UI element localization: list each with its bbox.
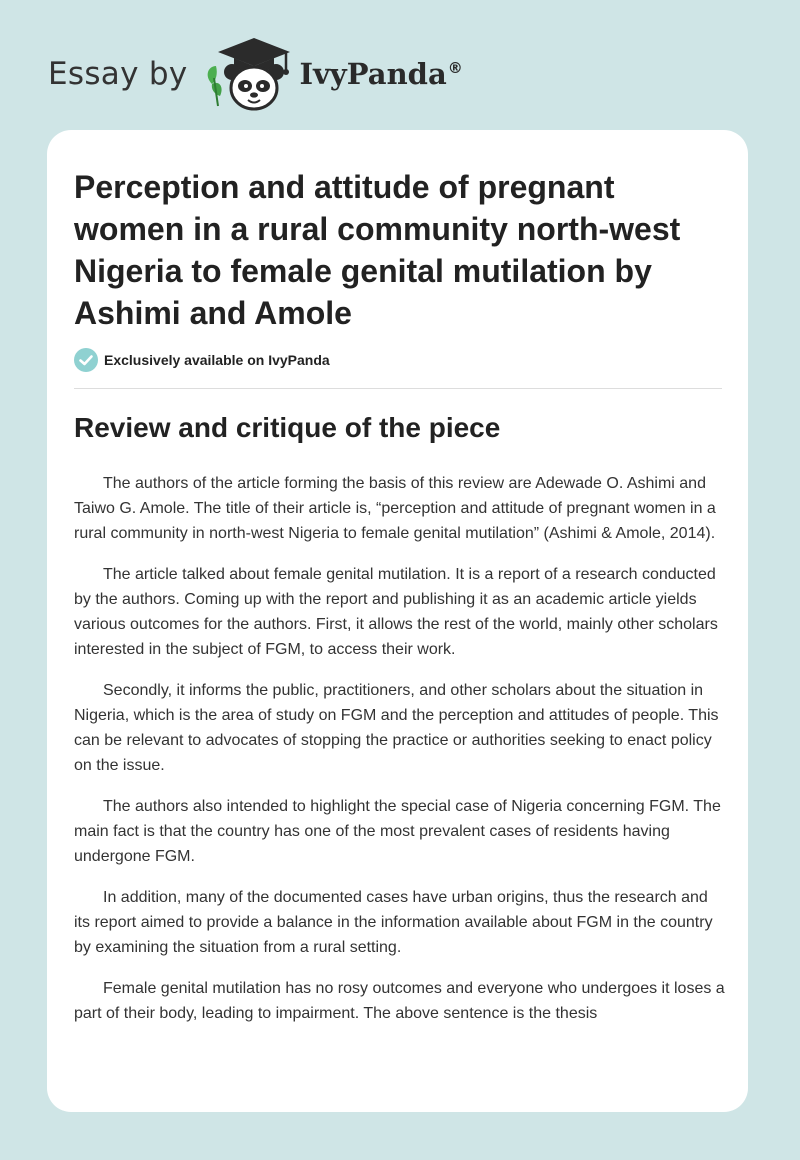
brand-name: IvyPanda® [299,57,463,91]
paragraph: Secondly, it informs the public, practitioners, and other scholars about the situation in Nigeria, which is the area of study on FGM and the perception and attitudes of people. This can be relevant to advocates of stopping the practice or authorities seeking to enact policy on the issue. [74,682,719,774]
leaf-icon [207,66,221,106]
exclusive-badge-label: Exclusively available on IvyPanda [104,352,330,368]
paragraph: Female genital mutilation has no rosy outcomes and everyone who undergoes it loses a part of their body, leading to impairment. The above sentence is the thesis [74,980,725,1022]
site-brand[interactable] [48,36,463,112]
article-body [74,471,726,1042]
paragraph: The authors of the article forming the basis of this review are Adewade O. Ashimi and Taiwo G. Amole. The title of their article is, “perception and attitude of pregnant women in a rural community in north-west Nigeria to female genital mutilation” (Ashimi & Amole, 2014). [74,475,716,542]
panda-graduate-icon [202,36,294,112]
divider [74,388,722,389]
article-card [47,130,748,1112]
article-title: Perception and attitude of pregnant women in a rural community north-west Nigeria to female genital mutilation by Ashimi and Amole [74,169,681,331]
check-circle-icon [74,348,98,372]
paragraph: In addition, many of the documented cases have urban origins, thus the research and its report aimed to provide a balance in the information available about FGM in the country by examining the situation from a rural setting. [74,889,713,956]
brand-prefix: Essay by [48,56,188,92]
paragraph: The article talked about female genital mutilation. It is a report of a research conducted by the authors. Coming up with the report and publishing it as an academic article yields various outcomes for the authors. First, it allows the rest of the world, mainly other scholars interested in the subject of FGM, to access their work. [74,566,718,658]
exclusive-badge [74,348,330,372]
paragraph: The authors also intended to highlight the special case of Nigeria concerning FGM. The main fact is that the country has one of the most prevalent cases of residents having undergone FGM. [74,798,721,865]
section-heading: Review and critique of the piece [74,412,501,443]
